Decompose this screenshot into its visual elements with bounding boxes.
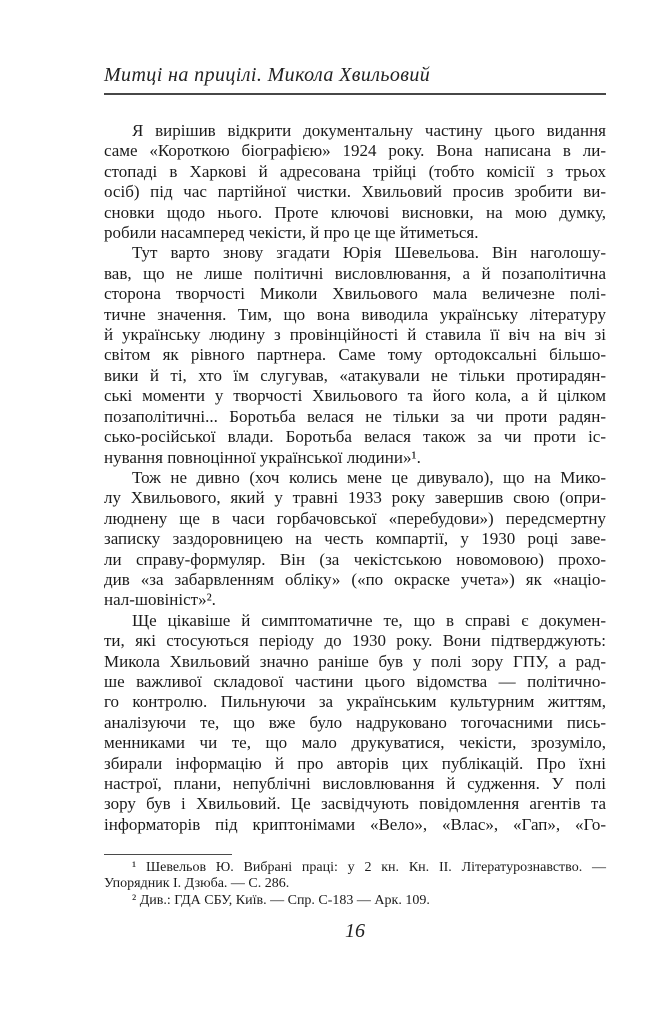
paragraph: [104, 121, 606, 243]
text-line: зору був і Хвильовий. Це засвідчують повідомлення агентів та: [104, 794, 606, 814]
footnote: [104, 893, 606, 909]
header-rule: [104, 93, 606, 95]
text-line: настрої, плани, непублічні висловлювання й судження. У полі: [104, 774, 606, 793]
text-line: інформаторів під криптонімами «Вело», «Влас», «Гап», «Го-: [104, 814, 606, 834]
text-line: Упорядник І. Дзюба. — С. 286.: [104, 876, 290, 892]
text-line: ше важливої складової частини цього відомства — політично-: [104, 671, 606, 691]
text-line: робили насамперед чекісти, й про це ще йтиметься.: [104, 223, 479, 243]
text-line: й українську людину з провінційності й ставила її віч на віч зі: [104, 325, 606, 345]
text-line: нування повноцінної української людини»¹.: [104, 447, 421, 467]
text-line: ські моменти у творчості Хвильового та його кола, а й цілком: [104, 386, 606, 406]
text-line: Тут варто знову згадати Юрія Шевельова. Він наголошу-: [132, 243, 606, 263]
text-line: світом як рівного партнера. Саме тому ортодоксальні більшо-: [104, 345, 606, 365]
text-line: ² Див.: ГДА СБУ, Київ. — Спр. С-183 — Арк. 109.: [132, 892, 430, 908]
footnote-list: [104, 860, 606, 909]
text-line: ти, які стосуються періоду до 1930 року. Вони підтверджують:: [104, 631, 606, 651]
text-line: аналізуючи те, що вже було надруковано тогочасними пись-: [104, 712, 606, 732]
text-line: позаполітичні... Боротьба велася не тільки за чи проти радян-: [104, 406, 606, 426]
text-line: вав, що не лише політичні висловлювання, а й позаполітична: [104, 263, 606, 283]
text-line: стопаді в Харкові й адресована трійці (тобто комісії з трьох: [104, 161, 606, 181]
text-line: ¹ Шевельов Ю. Вибрані праці: у 2 кн. Кн. II. Літературознавство. —: [132, 860, 606, 875]
body-text: [104, 121, 606, 835]
text-line: див «за забарвленням обліку» («по окраске учета») як «націо-: [104, 569, 606, 589]
text-line: люднену ще в часи горбачовської «перебудови») передсмертну: [104, 508, 606, 528]
running-header: [104, 63, 606, 95]
text-line: лу Хвильового, який у травні 1933 року завершив свою (опри-: [104, 488, 606, 508]
paragraph: [104, 468, 606, 611]
text-line: Ще цікавіше й симптоматичне те, що в справі є докумен-: [132, 610, 606, 630]
footnote-separator-rule: [104, 854, 232, 855]
text-line: вики й ті, хто їм слугував, «атакували не тільки протирадян-: [104, 365, 606, 385]
text-line: записку заздоровницею на честь компартії, у 1930 році заве-: [104, 529, 606, 549]
text-line: збирали інформацію й про авторів цих публікацій. Про їхні: [104, 753, 606, 773]
paragraph: [104, 243, 606, 467]
paragraph: [104, 611, 606, 835]
page-number: 16: [345, 920, 365, 942]
text-line: сновки щодо нього. Проте ключові висновки, на мою думку,: [104, 202, 606, 222]
text-line: нал-шовініст»².: [104, 590, 216, 610]
text-line: осіб) під час партійної чистки. Хвильовий просив зробити ви-: [104, 182, 606, 202]
text-line: саме «Короткою біографією» 1924 року. Вона написана в ли-: [104, 141, 606, 161]
text-line: Тож не дивно (хоч колись мене це дивувало), що на Мико-: [132, 467, 606, 487]
footnote: [104, 860, 606, 893]
text-line: сторона творчості Миколи Хвильового мала величезне полі-: [104, 284, 606, 304]
text-line: менниками чи те, що мало друкуватися, чекісти, зрозуміло,: [104, 733, 606, 753]
text-line: Микола Хвильовий значно раніше був у полі зору ГПУ, а рад-: [104, 651, 606, 671]
text-line: го контролю. Пильнуючи за українським культурним життям,: [104, 692, 606, 712]
footnotes-section: [104, 854, 606, 909]
text-line: ли справу-формуляр. Він (за чекістською новомовою) прохо-: [104, 549, 606, 569]
text-line: сько-російської влади. Боротьба велася також за чи проти іс-: [104, 427, 606, 447]
running-header-title: Митці на прицілі. Микола Хвильовий: [104, 64, 431, 86]
text-line: Я вирішив відкрити документальну частину цього видання: [132, 121, 606, 140]
text-line: тичне значення. Тим, що вона виводила українську літературу: [104, 304, 606, 324]
